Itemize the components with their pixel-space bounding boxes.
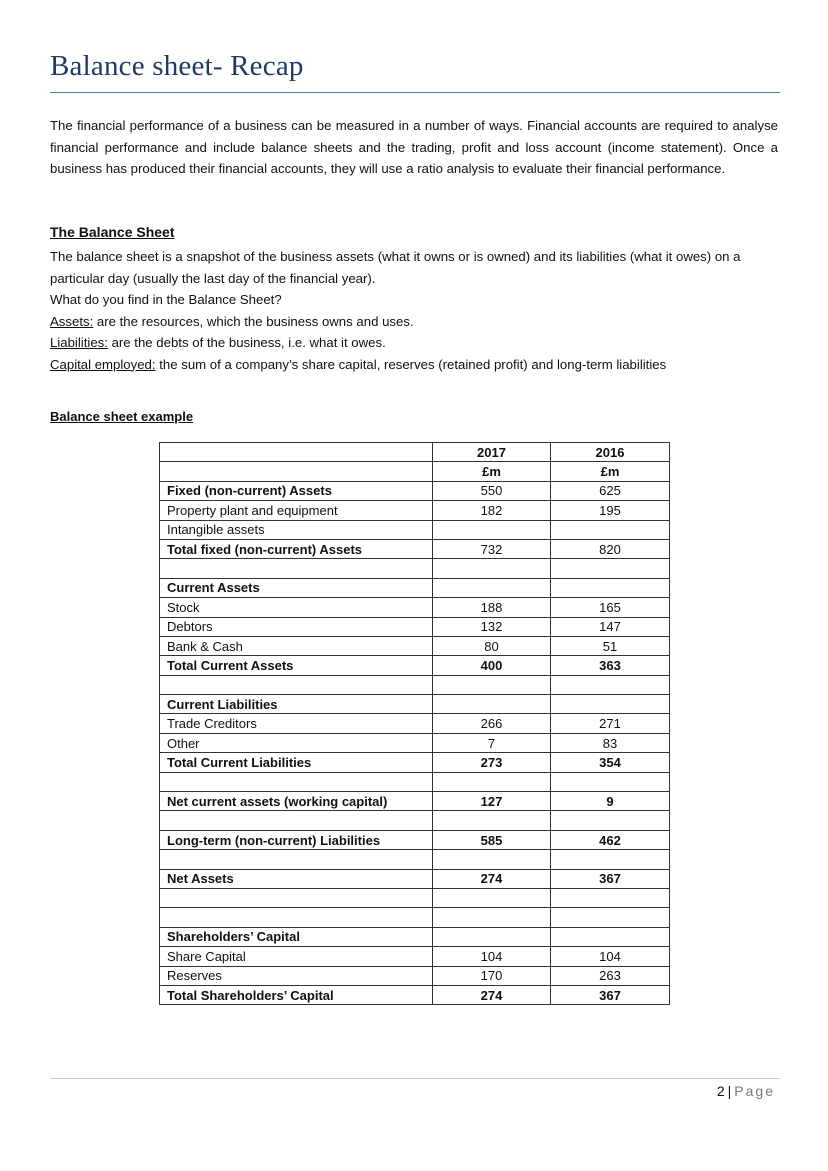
value-2017: 182 [433,501,551,520]
table-row [160,539,670,558]
value-2017: 132 [433,617,551,636]
row-label: Stock [160,598,433,617]
value-2016: 367 [551,869,670,888]
value-2016: 51 [551,636,670,655]
row-label [160,850,433,869]
page-label: Page [734,1083,775,1099]
footer-separator: | [727,1083,732,1099]
table-row [160,462,670,481]
value-2017 [433,520,551,539]
title-divider [50,92,780,93]
value-2017: 7 [433,733,551,752]
value-2017: 273 [433,753,551,772]
table-row [160,675,670,694]
value-2016: 195 [551,501,670,520]
value-2016: 2016 [551,443,670,462]
definition-term: Capital employed: [50,356,156,372]
value-2017 [433,559,551,578]
table-row [160,714,670,733]
table-row [160,636,670,655]
table-row [160,559,670,578]
table-row [160,656,670,675]
table-row [160,578,670,597]
value-2016: 165 [551,598,670,617]
definition-text: are the debts of the business, i.e. what it owes. [107,335,386,350]
value-2017 [433,908,551,927]
value-2017: 550 [433,481,551,500]
table-row [160,501,670,520]
value-2017: 585 [433,830,551,849]
table-row [160,617,670,636]
value-2016: 363 [551,656,670,675]
table-row [160,695,670,714]
row-label [160,811,433,830]
row-label: Share Capital [160,947,433,966]
value-2017 [433,578,551,597]
value-2016 [551,888,670,907]
row-label: Shareholders’ Capital [160,927,433,946]
value-2017: 80 [433,636,551,655]
table-row [160,598,670,617]
balance-sheet-heading: The Balance Sheet [50,224,175,240]
value-2016 [551,850,670,869]
balance-sheet-description: The balance sheet is a snapshot of the business assets (what it owns or is owned) and its liabilities (what it owes) on a particular day (usually the last day of the financial year). [50,249,741,286]
value-2016 [551,772,670,791]
table-row [160,888,670,907]
row-label [160,888,433,907]
value-2017: 127 [433,792,551,811]
value-2016: £m [551,462,670,481]
row-label: Total Current Assets [160,656,433,675]
value-2017 [433,850,551,869]
table-row [160,753,670,772]
row-label: Property plant and equipment [160,501,433,520]
balance-sheet-section [50,246,780,375]
definition-term: Assets: [50,313,94,329]
value-2017: 104 [433,947,551,966]
row-label [160,772,433,791]
row-label: Total fixed (non-current) Assets [160,539,433,558]
table-row [160,966,670,985]
value-2017 [433,695,551,714]
value-2016: 462 [551,830,670,849]
row-label: Reserves [160,966,433,985]
row-label: Current Liabilities [160,695,433,714]
row-label: Net Assets [160,869,433,888]
row-label: Long-term (non-current) Liabilities [160,830,433,849]
value-2016 [551,578,670,597]
table-row [160,908,670,927]
row-label: Trade Creditors [160,714,433,733]
value-2017: 274 [433,869,551,888]
row-label: Total Shareholders’ Capital [160,985,433,1004]
value-2017: 266 [433,714,551,733]
value-2016: 147 [551,617,670,636]
value-2017: 188 [433,598,551,617]
definition-text: the sum of a company’s share capital, reserves (retained profit) and long-term liabilities [155,356,667,372]
value-2016: 83 [551,733,670,752]
value-2017: 732 [433,539,551,558]
value-2016: 263 [551,966,670,985]
value-2017: 274 [433,985,551,1004]
example-heading: Balance sheet example [50,409,194,424]
row-label: Other [160,733,433,752]
value-2016 [551,908,670,927]
row-label [160,675,433,694]
row-label: Fixed (non-current) Assets [160,481,433,500]
table-row [160,772,670,791]
value-2017 [433,811,551,830]
value-2016 [551,695,670,714]
intro-paragraph: The financial performance of a business can be measured in a number of ways. Financial accounts are required to analyse financial performance and include balance sheets and the trading, profit and loss account (income statement). Once a business has produced their financial accounts, they will use a ratio analysis to evaluate their financial performance. [50,118,778,176]
value-2017: £m [433,462,551,481]
balance-sheet-table [159,442,670,1005]
value-2016: 820 [551,539,670,558]
table-row [160,947,670,966]
value-2017: 170 [433,966,551,985]
row-label [160,559,433,578]
table-row [160,830,670,849]
value-2017: 2017 [433,443,551,462]
row-label: Total Current Liabilities [160,753,433,772]
row-label: Bank & Cash [160,636,433,655]
value-2016 [551,927,670,946]
page-number: 2 [716,1083,725,1099]
page-title: Balance sheet- Recap [50,50,304,82]
row-label: Net current assets (working capital) [160,792,433,811]
value-2016: 354 [551,753,670,772]
table-row [160,850,670,869]
table-row [160,792,670,811]
value-2016: 625 [551,481,670,500]
value-2017 [433,675,551,694]
balance-sheet-question: What do you find in the Balance Sheet? [50,292,282,307]
footer-divider [50,1078,780,1079]
definition-liabilities [50,332,780,354]
value-2016 [551,559,670,578]
row-label: Debtors [160,617,433,636]
table-row [160,811,670,830]
value-2017 [433,927,551,946]
row-label [160,908,433,927]
row-label [160,462,433,481]
table-row [160,733,670,752]
value-2016 [551,520,670,539]
value-2016: 104 [551,947,670,966]
table-row [160,985,670,1004]
value-2017 [433,772,551,791]
value-2017: 400 [433,656,551,675]
value-2016 [551,675,670,694]
value-2016: 271 [551,714,670,733]
table-row [160,520,670,539]
table-row [160,927,670,946]
value-2016: 367 [551,985,670,1004]
definition-term: Liabilities: [50,335,108,350]
row-label: Intangible assets [160,520,433,539]
value-2016 [551,811,670,830]
definition-assets [50,311,780,333]
table-row [160,869,670,888]
row-label: Current Assets [160,578,433,597]
definition-text: are the resources, which the business owns and uses. [93,313,414,329]
table-row [160,481,670,500]
table-row [160,443,670,462]
value-2017 [433,888,551,907]
value-2016: 9 [551,792,670,811]
definition-capital-employed [50,354,780,376]
row-label [160,443,433,462]
page-footer [717,1083,775,1099]
